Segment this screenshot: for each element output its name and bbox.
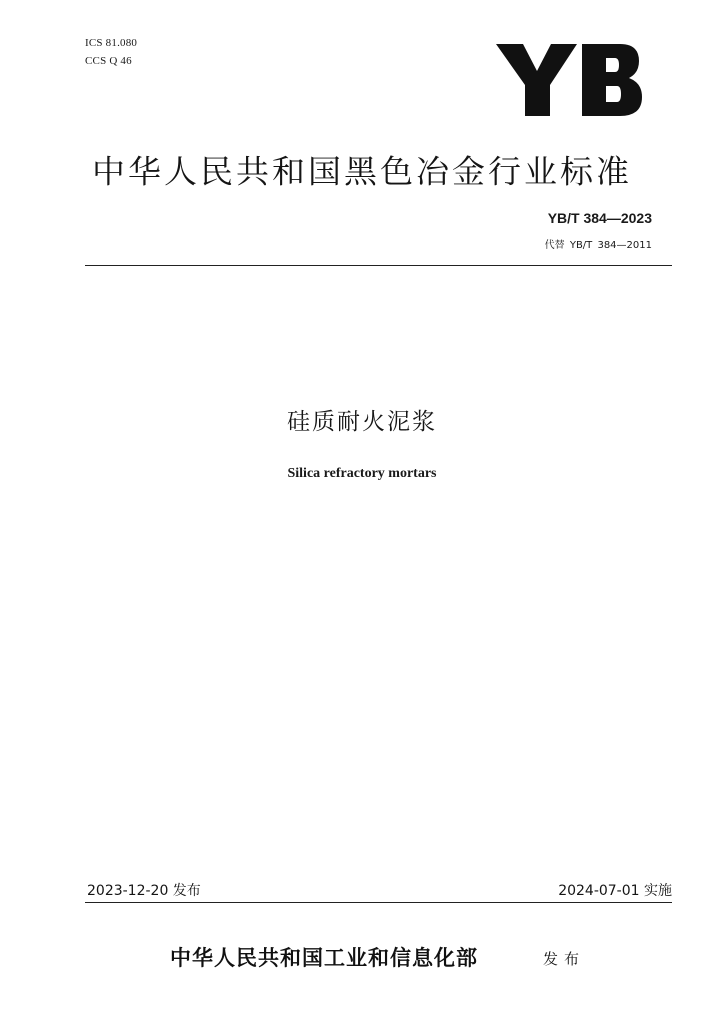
issuing-authority: 中华人民共和国工业和信息化部 xyxy=(170,945,478,970)
publish-label: 发布 xyxy=(543,950,586,968)
yb-logo xyxy=(496,44,642,116)
top-divider xyxy=(85,265,672,266)
issue-date: 2023-12-20 发布 xyxy=(87,883,201,899)
standard-category-title: 中华人民共和国黑色冶金行业标准 xyxy=(92,152,632,191)
document-title-chinese: 硅质耐火泥浆 xyxy=(287,409,437,435)
document-title-english: Silica refractory mortars xyxy=(287,466,437,481)
logo-letter-b xyxy=(582,44,642,116)
ics-code: ICS 81.080 xyxy=(85,37,138,49)
bottom-divider xyxy=(85,902,672,903)
implementation-date: 2024-07-01 实施 xyxy=(558,883,672,899)
replaces-standard: 代替 YB/T 384—2011 xyxy=(544,240,652,251)
logo-letter-y xyxy=(496,44,577,116)
ccs-code: CCS Q 46 xyxy=(85,55,132,67)
standard-number: YB/T 384—2023 xyxy=(547,210,652,226)
